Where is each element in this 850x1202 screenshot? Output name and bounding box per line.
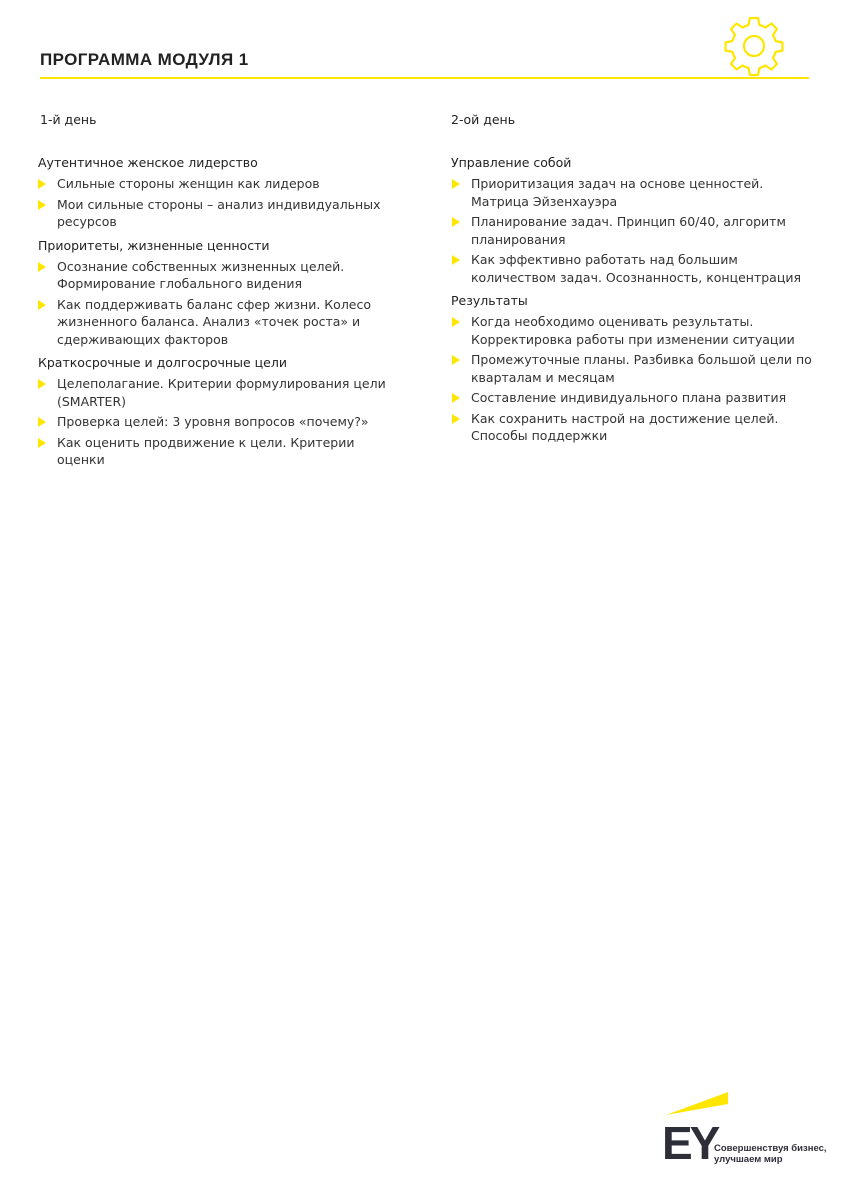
list-item: Планирование задач. Принцип 60/40, алгоритм планирования (451, 213, 821, 248)
bullet-arrow-icon (452, 355, 460, 365)
bullet-arrow-icon (38, 200, 46, 210)
section-heading: Приоритеты, жизненные ценности (38, 237, 270, 253)
list-item: Когда необходимо оценивать результаты. Корректировка работы при изменении ситуации (451, 313, 821, 348)
bullet-list (451, 313, 821, 445)
bullet-list (36, 258, 406, 349)
list-item: Осознание собственных жизненных целей. Формирование глобального видения (36, 258, 406, 293)
bullet-arrow-icon (452, 414, 460, 424)
list-item: Проверка целей: 3 уровня вопросов «почему?» (36, 413, 406, 431)
list-item: Как оценить продвижение к цели. Критерии оценки (36, 434, 406, 469)
day1-label: 1-й день (40, 112, 97, 127)
section-heading: Аутентичное женское лидерство (38, 155, 258, 170)
header-divider (40, 77, 809, 79)
page-title: ПРОГРАММА МОДУЛЯ 1 (40, 50, 249, 69)
bullet-arrow-icon (452, 393, 460, 403)
bullet-arrow-icon (452, 255, 460, 265)
gear-icon (722, 14, 786, 78)
bullet-arrow-icon (452, 217, 460, 227)
bullet-arrow-icon (452, 179, 460, 189)
bullet-list (36, 375, 406, 469)
list-item: Как сохранить настрой на достижение целей. Способы поддержки (451, 410, 821, 445)
list-item: Приоритизация задач на основе ценностей. Матрица Эйзенхауэра (451, 175, 821, 210)
bullet-arrow-icon (38, 300, 46, 310)
list-item: Как поддерживать баланс сфер жизни. Колесо жизненного баланса. Анализ «точек роста» и сдерживающих факторов (36, 296, 406, 349)
bullet-list (451, 175, 821, 286)
ey-logo-text: EY (662, 1117, 718, 1169)
list-item: Сильные стороны женщин как лидеров (36, 175, 406, 193)
bullet-list (36, 175, 406, 231)
day1-column (36, 112, 406, 472)
bullet-arrow-icon (38, 438, 46, 448)
bullet-arrow-icon (38, 179, 46, 189)
ey-tagline: Совершенствуя бизнес, улучшаем мир (714, 1143, 827, 1165)
list-item: Мои сильные стороны – анализ индивидуальных ресурсов (36, 196, 406, 231)
section-heading: Управление собой (451, 155, 572, 170)
list-item: Составление индивидуального плана развития (451, 389, 821, 407)
bullet-arrow-icon (38, 417, 46, 427)
day2-column (451, 112, 821, 448)
list-item: Промежуточные планы. Разбивка большой цели по кварталам и месяцам (451, 351, 821, 386)
list-item: Целеполагание. Критерии формулирования цели (SMARTER) (36, 375, 406, 410)
bullet-arrow-icon (452, 317, 460, 327)
day2-label: 2-ой день (451, 112, 516, 127)
bullet-arrow-icon (38, 379, 46, 389)
section-heading: Результаты (451, 293, 528, 308)
section-heading: Краткосрочные и долгосрочные цели (38, 355, 287, 370)
bullet-arrow-icon (38, 262, 46, 272)
list-item: Как эффективно работать над большим количеством задач. Осознанность, концентрация (451, 251, 821, 286)
